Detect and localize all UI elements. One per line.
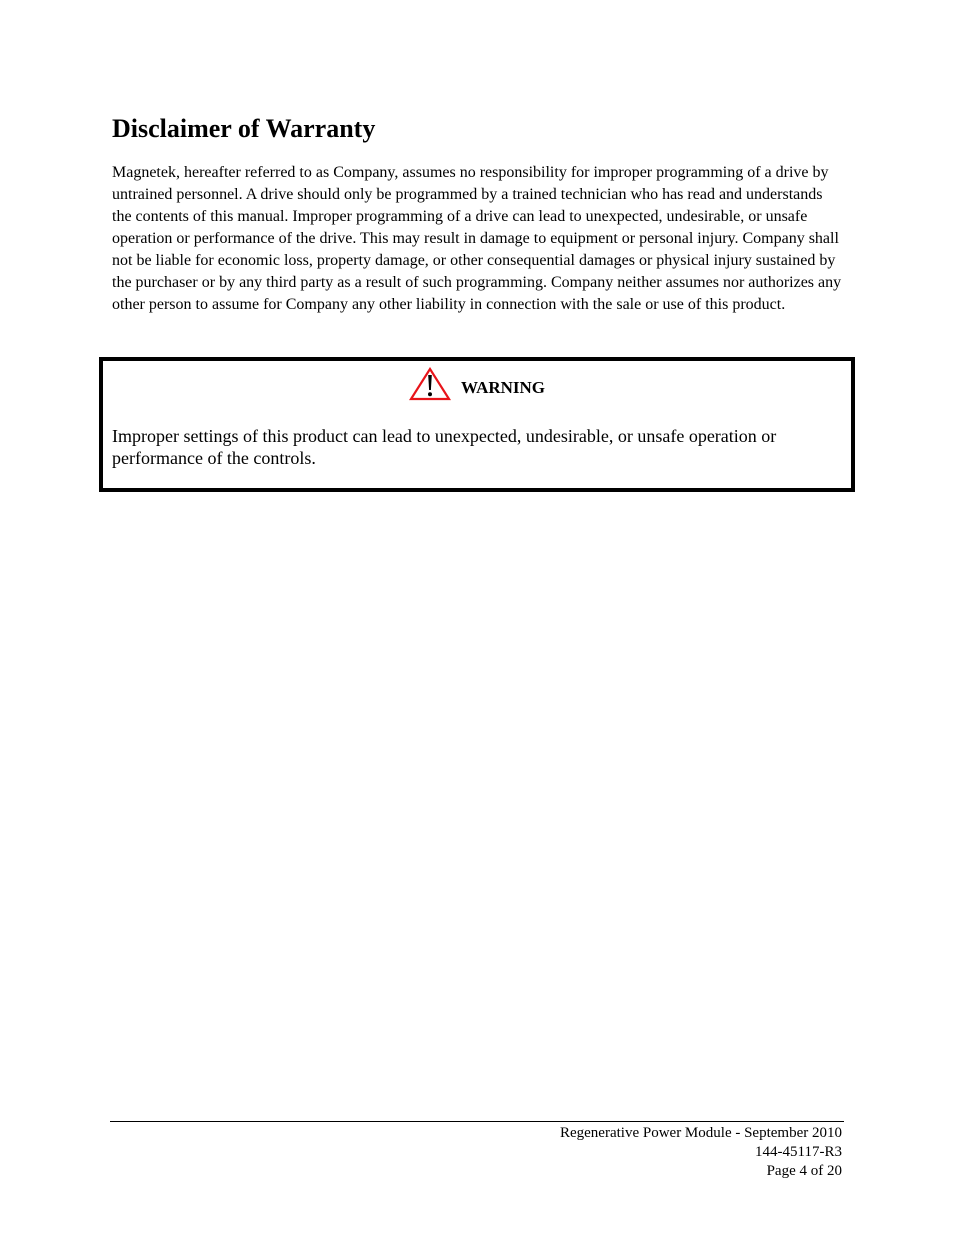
warning-box xyxy=(99,357,855,492)
footer-document-title: Regenerative Power Module - September 2010 xyxy=(559,1125,842,1141)
warning-title: WARNING xyxy=(460,378,546,397)
footer-divider xyxy=(110,1121,844,1122)
footer-document-number: 144-45117-R3 xyxy=(755,1144,842,1160)
page-title: Disclaimer of Warranty xyxy=(112,114,376,143)
footer-page-number: Page 4 of 20 xyxy=(766,1163,842,1179)
page-footer xyxy=(560,1124,842,1181)
warning-text: Improper settings of this product can lead to unexpected, undesirable, or unsafe operation or performance of the controls. xyxy=(112,426,777,468)
warning-triangle-icon xyxy=(409,367,451,401)
disclaimer-paragraph: Magnetek, hereafter referred to as Company, assumes no responsibility for improper programming of a drive by untrained personnel. A drive should only be programmed by a trained technician who has read and understands the contents of this manual. Improper programming of a drive can lead to unexpected, undesirable, or unsafe operation or performance of the drive. This may result in damage to equipment or personal injury. Company shall not be liable for economic loss, property damage, or other consequential damages or physical injury sustained by the purchaser or by any third party as a result of such programming. Company neither assumes nor authorizes any other person to assume for Company any other liability in connection with the sale or use of this product. xyxy=(112,164,842,313)
warning-header xyxy=(103,365,851,403)
